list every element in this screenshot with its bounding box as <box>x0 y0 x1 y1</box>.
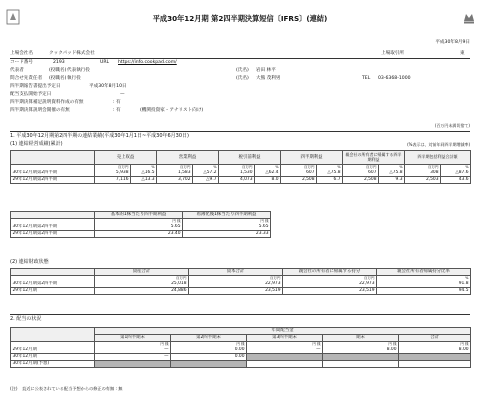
contact-title: 執行役 <box>67 76 81 81</box>
code-value: 2193 <box>53 60 65 65</box>
pct-cell: 6.7 <box>317 177 343 184</box>
contact-title-label: (役職名) <box>49 76 67 81</box>
unit-cell: 百万円 <box>343 165 379 170</box>
pct-cell: △75.8 <box>379 170 405 177</box>
value-cell <box>399 361 471 368</box>
table-row <box>11 281 471 288</box>
header-q3-end: 第3四半期末 <box>247 335 323 342</box>
code-label: コード番号 <box>10 60 33 65</box>
report-date-label: 四半期報告書提出予定日 <box>10 84 61 89</box>
row-label: 30年12月期第2四半期 <box>11 281 95 288</box>
header-basic-eps: 基本的1株当たり四半期利益 <box>95 212 183 219</box>
value-cell: 23.40 <box>95 231 183 238</box>
header-empty <box>11 328 95 342</box>
pct-cell: 43.6 <box>441 177 471 184</box>
pct-cell: △75.8 <box>317 170 343 177</box>
header-total-assets: 資産合計 <box>95 269 189 276</box>
value-cell: 22,973 <box>283 281 377 288</box>
value-cell <box>247 361 323 368</box>
row-label: 29年12月期 <box>11 288 95 295</box>
value-cell: 5.65 <box>95 224 183 231</box>
value-cell <box>323 361 399 368</box>
report-date-value: 平成30年8月10日 <box>89 84 127 89</box>
header-pretax-profit: 税引前利益 <box>219 151 281 165</box>
value-cell: — <box>247 347 323 354</box>
unit-cell: 百万円 <box>157 165 193 170</box>
header-owners-equity: 親会社の所有者に帰属する持分 <box>283 269 377 276</box>
results-subtitle: (1) 連結経営成績(累計) <box>10 141 63 147</box>
header-empty <box>11 269 95 276</box>
table-row <box>11 288 471 295</box>
row-label: 29年12月期第2四半期 <box>11 231 95 238</box>
dividend-date-label: 配当支払開始予定日 <box>10 92 52 97</box>
briefing-note: (機関投資家・アナリスト向け) <box>140 108 204 113</box>
pct-cell: △9.7 <box>193 177 219 184</box>
page-title: 平成30年12月期 第2四半期決算短信〔IFRS〕(連結) <box>152 14 328 23</box>
divider <box>10 131 470 132</box>
contact-name: 大熊 茂利男 <box>256 76 281 81</box>
section2-title: 2. 配当の状況 <box>10 316 42 322</box>
pct-cell: △13.3 <box>131 177 157 184</box>
exchange-label: 上場取引所 <box>381 51 404 56</box>
value-cell: 1,530 <box>219 170 255 177</box>
header-revenue: 売上収益 <box>95 151 157 165</box>
unit-cell: 円 銭 <box>171 342 247 347</box>
unit-cell: % <box>317 165 343 170</box>
value-cell: 25,018 <box>95 281 189 288</box>
contact-name-label: (氏名) <box>236 76 249 81</box>
header-q1-end: 第1四半期末 <box>95 335 171 342</box>
dividend-table <box>10 327 471 368</box>
pct-cell: 9.3 <box>379 177 405 184</box>
value-cell: — <box>95 347 171 354</box>
row-label: 29年12月期第2四半期 <box>11 177 95 184</box>
value-cell <box>171 361 247 368</box>
unit-cell: 百万円 <box>95 165 131 170</box>
tel-label: TEL <box>362 76 371 81</box>
exchange-value: 東 <box>460 51 465 56</box>
table-row <box>11 177 471 184</box>
value-cell: 0.00 <box>171 354 247 361</box>
unit-cell: % <box>379 165 405 170</box>
header-equity-ratio: 親会社所有者帰属持分比率 <box>377 269 471 276</box>
value-cell: 94.5 <box>377 288 471 295</box>
unit-cell: 百万円 <box>219 165 255 170</box>
header-empty <box>11 212 95 219</box>
unit-cell: 百万円 <box>283 276 377 281</box>
value-cell: 24,886 <box>95 288 189 295</box>
contact-label: 問合せ先責任者 <box>10 76 43 81</box>
eps-table <box>10 211 271 238</box>
header-total: 合計 <box>399 335 471 342</box>
value-cell: 23.33 <box>183 231 271 238</box>
unit-cell: 円 銭 <box>95 342 171 347</box>
table-row <box>11 361 471 368</box>
supp-material-value: : 有 <box>113 100 121 105</box>
table-row <box>11 224 271 231</box>
briefing-label: 四半期決算説明会開催の有無 <box>10 108 70 113</box>
divider <box>10 58 470 59</box>
dividend-note: 直近に公表されている配当予想からの修正の有無 : 無 <box>22 386 123 391</box>
pct-note: (%表示は、対前年同四半期増減率) <box>407 142 470 147</box>
unit-cell: % <box>255 165 281 170</box>
supp-material-label: 四半期決算補足説明資料作成の有無 <box>10 100 84 105</box>
unit-cell: % <box>377 276 471 281</box>
value-cell: 607 <box>343 170 379 177</box>
pct-cell: △57.2 <box>193 170 219 177</box>
value-cell: 23,519 <box>283 288 377 295</box>
table-row <box>11 347 471 354</box>
row-label: 30年12月期(予想) <box>11 361 95 368</box>
unit-cell: 円 銭 <box>95 219 183 224</box>
header-comprehensive-income: 四半期包括利益合計額 <box>405 151 471 165</box>
row-label: 30年12月期 <box>11 354 95 361</box>
financial-position-table <box>10 268 471 295</box>
unit-cell: 円 銭 <box>323 342 399 347</box>
value-cell: — <box>95 354 171 361</box>
value-cell: 308 <box>405 170 441 177</box>
report-date: 平成30年8月9日 <box>435 40 470 45</box>
value-cell: 1,583 <box>157 170 193 177</box>
row-label: 30年12月期第2四半期 <box>11 224 95 231</box>
pct-cell: △87.6 <box>441 170 471 177</box>
header-total-equity: 資本合計 <box>189 269 283 276</box>
value-cell: 607 <box>281 170 317 177</box>
results-table <box>10 150 471 184</box>
header-quarterly-profit: 四半期利益 <box>281 151 343 165</box>
value-cell: 7,116 <box>95 177 131 184</box>
header-empty <box>11 151 95 165</box>
rep-title: 代表執行役 <box>67 68 90 73</box>
value-cell: 8.00 <box>323 347 399 354</box>
value-cell: 8.00 <box>399 347 471 354</box>
header-operating-profit: 営業利益 <box>157 151 219 165</box>
table-row <box>11 170 471 177</box>
company-name: クックパッド株式会社 <box>49 51 95 56</box>
value-cell: 0.00 <box>171 347 247 354</box>
rep-name-label: (氏名) <box>236 68 249 73</box>
financial-position-subtitle: (2) 連結財政状態 <box>10 259 49 265</box>
unit-cell: 円 銭 <box>183 219 271 224</box>
dividend-note-label: (注) <box>10 386 18 391</box>
header-annual-dividend: 年間配当金 <box>95 328 471 335</box>
unit-cell: 百万円 <box>95 276 189 281</box>
value-cell: 4,073 <box>219 177 255 184</box>
value-cell: 5.65 <box>183 224 271 231</box>
table-row <box>11 354 471 361</box>
header-diluted-eps: 希薄化後1株当たり四半期利益 <box>183 212 271 219</box>
rep-label: 代表者 <box>10 68 24 73</box>
dividend-date-value: — <box>120 92 125 97</box>
value-cell: 2,503 <box>405 177 441 184</box>
value-cell: 91.8 <box>377 281 471 288</box>
divider <box>10 314 470 315</box>
url-label: URL <box>100 60 110 65</box>
value-cell <box>95 361 171 368</box>
rep-name: 岩田 林平 <box>256 68 276 73</box>
row-label: 30年12月期第2四半期 <box>11 170 95 177</box>
value-cell: 2,508 <box>343 177 379 184</box>
section1-title: 1. 平成30年12月期第2四半期の連結業績(平成30年1月1日~平成30年6月30日) <box>10 133 189 139</box>
header-q2-end: 第2四半期末 <box>171 335 247 342</box>
rounding-note: (百万円未満切捨て) <box>434 123 470 128</box>
pct-cell: △62.4 <box>255 170 281 177</box>
pct-cell: △16.5 <box>131 170 157 177</box>
unit-cell: 百万円 <box>281 165 317 170</box>
unit-cell: 円 銭 <box>247 342 323 347</box>
unit-cell: 百万円 <box>405 165 441 170</box>
tel-value: 03-6368-1000 <box>378 76 411 81</box>
value-cell <box>323 354 399 361</box>
unit-cell: 円 銭 <box>399 342 471 347</box>
company-url-link[interactable]: https://info.cookpad.com/ <box>118 60 177 65</box>
value-cell: 5,938 <box>95 170 131 177</box>
value-cell <box>247 354 323 361</box>
value-cell <box>399 354 471 361</box>
value-cell: 2,508 <box>281 177 317 184</box>
value-cell: 23,519 <box>189 288 283 295</box>
header-year-end: 期末 <box>323 335 399 342</box>
unit-cell: 百万円 <box>189 276 283 281</box>
unit-cell: % <box>441 165 471 170</box>
header-owners-profit: 親会社の所有者に帰属する四半期利益 <box>343 151 405 165</box>
value-cell: 3,702 <box>157 177 193 184</box>
unit-cell: % <box>193 165 219 170</box>
company-name-label: 上場会社名 <box>10 51 33 56</box>
table-row <box>11 231 271 238</box>
unit-cell: % <box>131 165 157 170</box>
value-cell: 22,973 <box>189 281 283 288</box>
row-label: 29年12月期 <box>11 347 95 354</box>
pct-cell: 8.0 <box>255 177 281 184</box>
rep-title-label: (役職名) <box>49 68 67 73</box>
briefing-value: : 有 <box>113 108 121 113</box>
